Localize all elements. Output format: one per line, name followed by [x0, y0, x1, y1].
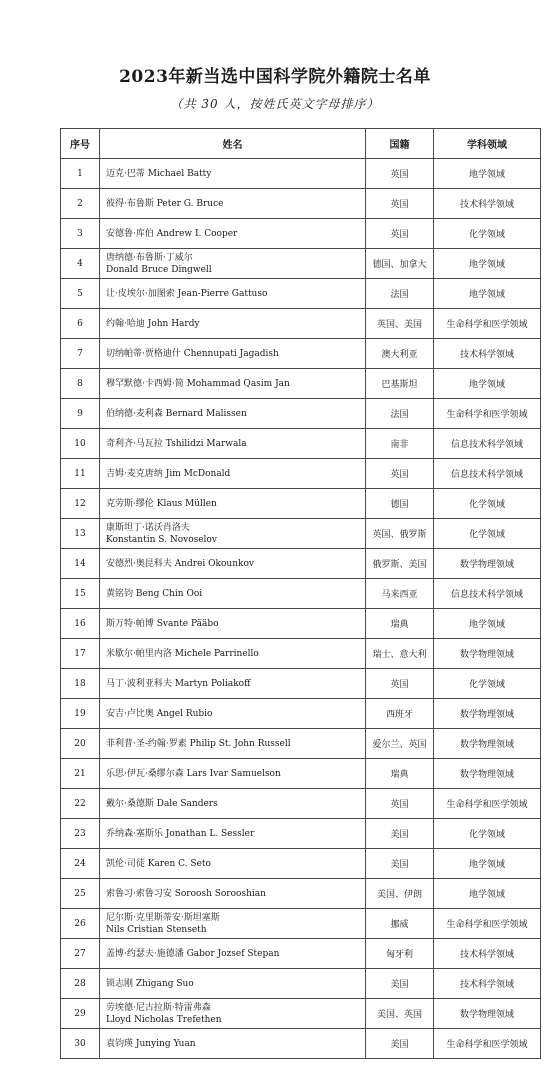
row-field: 化学领域: [434, 489, 541, 519]
row-nationality: 英国: [366, 219, 434, 249]
row-name: [100, 279, 366, 309]
row-field: 化学领域: [434, 219, 541, 249]
table-row: [61, 399, 541, 429]
row-index: 8: [61, 369, 100, 399]
name-line: 唐纳德·布鲁斯·丁威尔: [106, 252, 193, 263]
name-line: 乐思·伊瓦·桑缪尔森 Lars Ivar Samuelson: [106, 768, 281, 779]
name-line: Lloyd Nicholas Trefethen: [106, 1014, 222, 1025]
row-name: [100, 309, 366, 339]
row-index: 18: [61, 669, 100, 699]
table-row: [61, 249, 541, 279]
header-field: 学科领域: [434, 129, 541, 159]
row-name: [100, 429, 366, 459]
row-name: [100, 819, 366, 849]
row-nationality: 匈牙利: [366, 939, 434, 969]
row-name: [100, 969, 366, 999]
row-field: 技术科学领域: [434, 339, 541, 369]
name-line: 劳埃德·尼古拉斯·特雷弗森: [106, 1002, 211, 1013]
row-nationality: 美国: [366, 849, 434, 879]
table-row: [61, 549, 541, 579]
row-field: 技术科学领域: [434, 189, 541, 219]
table-row: [61, 849, 541, 879]
row-name: [100, 489, 366, 519]
table-row: [61, 639, 541, 669]
row-name: [100, 249, 366, 279]
row-index: 7: [61, 339, 100, 369]
row-nationality: 美国、英国: [366, 999, 434, 1029]
row-index: 27: [61, 939, 100, 969]
table-row: [61, 369, 541, 399]
row-nationality: 英国、俄罗斯: [366, 519, 434, 549]
table-header: [61, 129, 541, 159]
table-row: [61, 159, 541, 189]
row-name: [100, 849, 366, 879]
row-nationality: 美国: [366, 1029, 434, 1059]
header-row: [61, 129, 541, 159]
table-row: [61, 489, 541, 519]
row-index: 17: [61, 639, 100, 669]
row-field: 技术科学领域: [434, 969, 541, 999]
row-name: [100, 399, 366, 429]
row-nationality: 法国: [366, 399, 434, 429]
row-nationality: 美国: [366, 969, 434, 999]
name-line: 袁钧瑛 Junying Yuan: [106, 1038, 196, 1049]
name-line: 乔纳森·塞斯乐 Jonathan L. Sessler: [106, 828, 255, 839]
row-index: 23: [61, 819, 100, 849]
row-field: 化学领域: [434, 669, 541, 699]
row-name: [100, 549, 366, 579]
row-field: 地学领域: [434, 369, 541, 399]
table-row: [61, 909, 541, 939]
row-index: 5: [61, 279, 100, 309]
name-line: 马丁·波利亚科夫 Martyn Poliakoff: [106, 678, 251, 689]
table-row: [61, 879, 541, 909]
table-row: [61, 339, 541, 369]
row-index: 24: [61, 849, 100, 879]
row-name: [100, 909, 366, 939]
row-nationality: 西班牙: [366, 699, 434, 729]
name-line: Nils Cristian Stenseth: [106, 924, 207, 935]
row-field: 数学物理领域: [434, 549, 541, 579]
name-line: 戴尔·桑德斯 Dale Sanders: [106, 798, 218, 809]
row-nationality: 英国: [366, 459, 434, 489]
row-nationality: 挪威: [366, 909, 434, 939]
name-line: 康斯坦丁·诺沃肖洛夫: [106, 522, 190, 533]
row-nationality: 德国: [366, 489, 434, 519]
row-index: 21: [61, 759, 100, 789]
table-row: [61, 429, 541, 459]
row-nationality: 南非: [366, 429, 434, 459]
row-index: 9: [61, 399, 100, 429]
row-nationality: 瑞典: [366, 759, 434, 789]
row-index: 19: [61, 699, 100, 729]
header-nationality: 国籍: [366, 129, 434, 159]
row-field: 信息技术科学领域: [434, 579, 541, 609]
row-index: 15: [61, 579, 100, 609]
name-line: 伯纳德·麦利森 Bernard Malissen: [106, 408, 247, 419]
name-line: 约翰·哈迪 John Hardy: [106, 318, 200, 329]
row-name: [100, 939, 366, 969]
table-row: [61, 309, 541, 339]
academician-table: [60, 128, 541, 1059]
table-row: [61, 939, 541, 969]
row-index: 3: [61, 219, 100, 249]
row-field: 技术科学领域: [434, 939, 541, 969]
name-line: Donald Bruce Dingwell: [106, 264, 212, 275]
row-nationality: 法国: [366, 279, 434, 309]
table-row: [61, 729, 541, 759]
name-line: 索鲁习·索鲁习安 Soroosh Sorooshian: [106, 888, 266, 899]
row-name: [100, 159, 366, 189]
row-nationality: 美国、伊朗: [366, 879, 434, 909]
row-index: 13: [61, 519, 100, 549]
table-row: [61, 279, 541, 309]
row-nationality: 爱尔兰、英国: [366, 729, 434, 759]
row-field: 生命科学和医学领域: [434, 309, 541, 339]
row-name: [100, 759, 366, 789]
table-row: [61, 219, 541, 249]
name-line: 吉姆·麦克唐纳 Jim McDonald: [106, 468, 231, 479]
row-name: [100, 609, 366, 639]
name-line: 彼得·布鲁斯 Peter G. Bruce: [106, 198, 224, 209]
name-line: 安吉·卢比奥 Angel Rubio: [106, 708, 213, 719]
row-nationality: 德国、加拿大: [366, 249, 434, 279]
name-line: Konstantin S. Novoselov: [106, 534, 217, 545]
row-nationality: 巴基斯坦: [366, 369, 434, 399]
row-field: 生命科学和医学领域: [434, 909, 541, 939]
row-index: 20: [61, 729, 100, 759]
row-index: 29: [61, 999, 100, 1029]
name-line: 尼尔斯·克里斯蒂安·斯坦塞斯: [106, 912, 220, 923]
row-nationality: 英国: [366, 159, 434, 189]
table-row: [61, 789, 541, 819]
row-name: [100, 219, 366, 249]
row-name: [100, 879, 366, 909]
table-row: [61, 609, 541, 639]
row-index: 6: [61, 309, 100, 339]
table-row: [61, 579, 541, 609]
row-field: 地学领域: [434, 249, 541, 279]
row-nationality: 澳大利亚: [366, 339, 434, 369]
row-index: 1: [61, 159, 100, 189]
row-field: 地学领域: [434, 849, 541, 879]
name-line: 让·皮埃尔·加图索 Jean-Pierre Gattuso: [106, 288, 268, 299]
name-line: 锁志刚 Zhigang Suo: [106, 978, 194, 989]
row-name: [100, 1029, 366, 1059]
row-field: 化学领域: [434, 519, 541, 549]
row-field: 地学领域: [434, 609, 541, 639]
row-nationality: 英国、美国: [366, 309, 434, 339]
name-line: 安德烈·奥昆科夫 Andrei Okounkov: [106, 558, 254, 569]
row-field: 地学领域: [434, 159, 541, 189]
table-row: [61, 969, 541, 999]
header-name: 姓名: [100, 129, 366, 159]
row-index: 14: [61, 549, 100, 579]
table-row: [61, 669, 541, 699]
name-line: 克劳斯·缪伦 Klaus Müllen: [106, 498, 217, 509]
table-body: [61, 159, 541, 1059]
row-index: 26: [61, 909, 100, 939]
row-nationality: 英国: [366, 189, 434, 219]
row-field: 化学领域: [434, 819, 541, 849]
row-nationality: 英国: [366, 669, 434, 699]
row-field: 数学物理领域: [434, 999, 541, 1029]
row-nationality: 马来西亚: [366, 579, 434, 609]
row-field: 地学领域: [434, 879, 541, 909]
row-name: [100, 729, 366, 759]
row-field: 数学物理领域: [434, 639, 541, 669]
page-title: 2023年新当选中国科学院外籍院士名单: [119, 67, 431, 87]
row-name: [100, 699, 366, 729]
row-name: [100, 789, 366, 819]
row-index: 4: [61, 249, 100, 279]
row-field: 数学物理领域: [434, 729, 541, 759]
row-name: [100, 519, 366, 549]
row-nationality: 瑞士、意大利: [366, 639, 434, 669]
table-row: [61, 819, 541, 849]
row-index: 10: [61, 429, 100, 459]
row-name: [100, 999, 366, 1029]
name-line: 盖博·约瑟夫·施德潘 Gabor Jozsef Stepan: [106, 948, 280, 959]
name-line: 迈克·巴蒂 Michael Batty: [106, 168, 212, 179]
row-field: 信息技术科学领域: [434, 429, 541, 459]
table-row: [61, 189, 541, 219]
row-name: [100, 189, 366, 219]
table-row: [61, 999, 541, 1029]
row-nationality: 美国: [366, 819, 434, 849]
table-row: [61, 519, 541, 549]
name-line: 斯万特·帕博 Svante Pääbo: [106, 618, 219, 629]
table-row: [61, 759, 541, 789]
name-line: 米歇尔·帕里内洛 Michele Parrinello: [106, 648, 259, 659]
table-row: [61, 459, 541, 489]
row-index: 11: [61, 459, 100, 489]
row-field: 数学物理领域: [434, 759, 541, 789]
row-field: 地学领域: [434, 279, 541, 309]
row-name: [100, 639, 366, 669]
name-line: 菲利普·圣-约翰·罗素 Philip St. John Russell: [106, 738, 291, 749]
row-field: 生命科学和医学领域: [434, 789, 541, 819]
header-index: 序号: [61, 129, 100, 159]
table-row: [61, 1029, 541, 1059]
row-field: 信息技术科学领域: [434, 459, 541, 489]
row-nationality: 俄罗斯、美国: [366, 549, 434, 579]
row-index: 16: [61, 609, 100, 639]
row-name: [100, 369, 366, 399]
page-subtitle: （共 30 人，按姓氏英文字母排序）: [170, 97, 380, 111]
row-name: [100, 579, 366, 609]
name-line: 切纳帕蒂·贾格迪什 Chennupati Jagadish: [106, 348, 279, 359]
table-row: [61, 699, 541, 729]
row-index: 22: [61, 789, 100, 819]
row-field: 生命科学和医学领域: [434, 1029, 541, 1059]
name-line: 穆罕默德·卡西姆·简 Mohammad Qasim Jan: [106, 378, 290, 389]
name-line: 奇利齐·马瓦拉 Tshilidzi Marwala: [106, 438, 247, 449]
row-name: [100, 669, 366, 699]
row-index: 30: [61, 1029, 100, 1059]
row-index: 2: [61, 189, 100, 219]
name-line: 黄铭钧 Beng Chin Ooi: [106, 588, 203, 599]
row-nationality: 瑞典: [366, 609, 434, 639]
row-nationality: 英国: [366, 789, 434, 819]
row-field: 数学物理领域: [434, 699, 541, 729]
row-field: 生命科学和医学领域: [434, 399, 541, 429]
name-line: 凯伦·司徒 Karen C. Seto: [106, 858, 211, 869]
row-name: [100, 339, 366, 369]
row-index: 12: [61, 489, 100, 519]
row-index: 25: [61, 879, 100, 909]
name-line: 安德鲁·库伯 Andrew I. Cooper: [106, 228, 238, 239]
row-index: 28: [61, 969, 100, 999]
row-name: [100, 459, 366, 489]
